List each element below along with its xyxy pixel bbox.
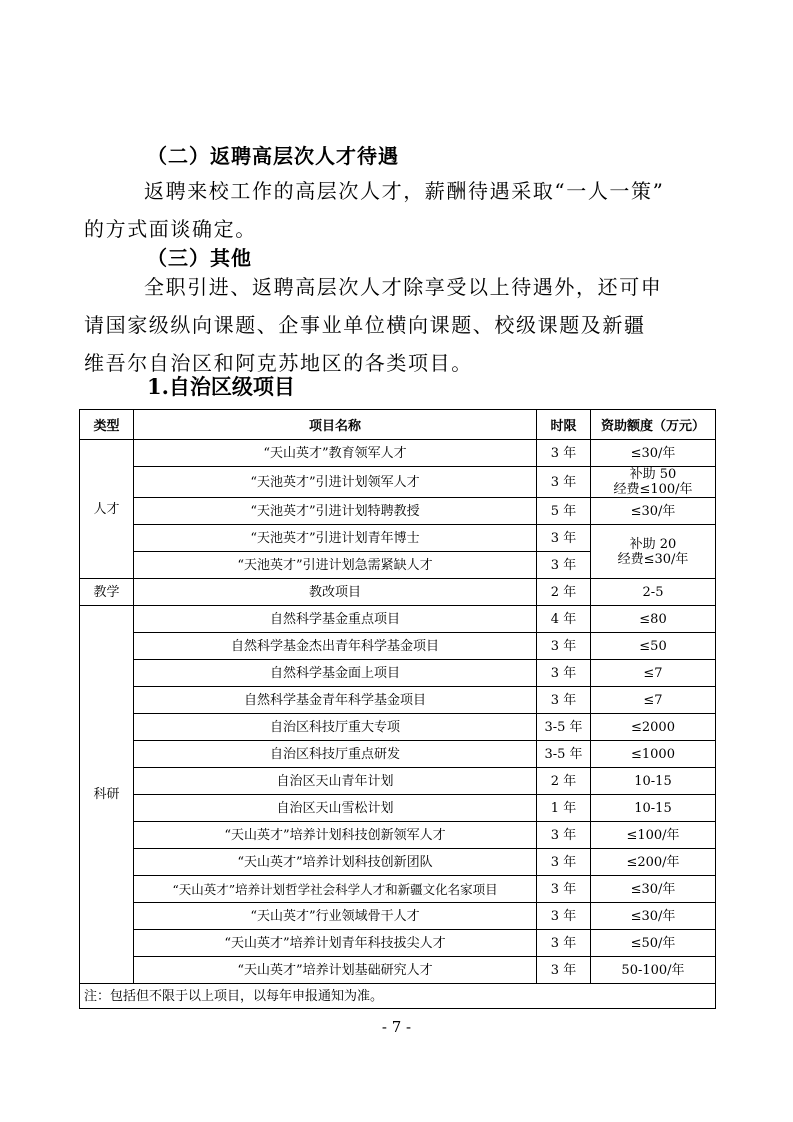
section-heading-return-talent: （二）返聘高层次人才待遇 <box>147 144 399 168</box>
header-funding: 资助额度（万元） <box>591 410 716 440</box>
table-row <box>80 687 716 714</box>
table-row <box>80 768 716 795</box>
paragraph-line: 维吾尔自治区和阿克苏地区的各类项目。 <box>84 351 473 375</box>
cell-period: 3 年 <box>537 876 591 903</box>
cell-funding <box>591 525 716 579</box>
cell-period: 3 年 <box>537 687 591 714</box>
cell-period: 3 年 <box>537 633 591 660</box>
cell-funding: ≤2000 <box>591 714 716 741</box>
paragraph-line: 全职引进、返聘高层次人才除享受以上待遇外，还可申 <box>144 275 663 299</box>
group-talent: 人才 <box>80 440 134 579</box>
group-teaching: 教学 <box>80 579 134 606</box>
cell-funding: ≤50 <box>591 633 716 660</box>
cell-period: 3 年 <box>537 467 591 498</box>
cell-name: 自治区科技厅重点研发 <box>134 741 537 768</box>
table-note-row <box>80 984 716 1009</box>
cell-name: 自治区天山青年计划 <box>134 768 537 795</box>
cell-name: “天山英才”培养计划哲学社会科学人才和新疆文化名家项目 <box>134 876 537 903</box>
cell-name: “天池英才”引进计划青年博士 <box>134 525 537 552</box>
table-row <box>80 849 716 876</box>
table-row <box>80 660 716 687</box>
funding-budget: 经费≤100/年 <box>613 482 693 497</box>
cell-funding: ≤7 <box>591 660 716 687</box>
cell-name: 教改项目 <box>134 579 537 606</box>
cell-name: “天山英才”培养计划基础研究人才 <box>134 957 537 984</box>
cell-name: 自治区天山雪松计划 <box>134 795 537 822</box>
paragraph-other <box>84 268 714 382</box>
cell-name: “天山英才”培养计划青年科技拔尖人才 <box>134 930 537 957</box>
group-research: 科研 <box>80 606 134 984</box>
regional-projects-table <box>79 409 716 1009</box>
header-project-name: 项目名称 <box>134 410 537 440</box>
table-row <box>80 498 716 525</box>
cell-funding: ≤1000 <box>591 741 716 768</box>
cell-period: 3 年 <box>537 660 591 687</box>
cell-funding: ≤30/年 <box>591 498 716 525</box>
cell-funding <box>591 467 716 498</box>
table-row <box>80 440 716 467</box>
cell-period: 3 年 <box>537 525 591 552</box>
cell-period: 3 年 <box>537 903 591 930</box>
cell-funding: ≤7 <box>591 687 716 714</box>
cell-funding: ≤200/年 <box>591 849 716 876</box>
header-type: 类型 <box>80 410 134 440</box>
table-header-row <box>80 410 716 440</box>
cell-period: 3 年 <box>537 440 591 467</box>
table-row <box>80 633 716 660</box>
cell-name: “天池英才”引进计划急需紧缺人才 <box>134 552 537 579</box>
table-row <box>80 795 716 822</box>
funding-budget: 经费≤30/年 <box>617 551 689 567</box>
table-row <box>80 957 716 984</box>
cell-name: “天池英才”引进计划特聘教授 <box>134 498 537 525</box>
cell-name: “天山英才”培养计划科技创新领军人才 <box>134 822 537 849</box>
cell-period: 5 年 <box>537 498 591 525</box>
cell-period: 2 年 <box>537 579 591 606</box>
table-row <box>80 741 716 768</box>
funding-subsidy: 补助 50 <box>629 467 677 482</box>
cell-period: 3 年 <box>537 822 591 849</box>
cell-funding: 10-15 <box>591 795 716 822</box>
cell-funding: ≤50/年 <box>591 930 716 957</box>
cell-period: 3 年 <box>537 930 591 957</box>
table-row <box>80 525 716 552</box>
cell-name: “天山英才”行业领域骨干人才 <box>134 903 537 930</box>
cell-funding: 2-5 <box>591 579 716 606</box>
cell-period: 2 年 <box>537 768 591 795</box>
cell-name: 自然科学基金青年科学基金项目 <box>134 687 537 714</box>
cell-period: 3 年 <box>537 957 591 984</box>
cell-funding: ≤80 <box>591 606 716 633</box>
cell-period: 1 年 <box>537 795 591 822</box>
cell-name: 自然科学基金杰出青年科学基金项目 <box>134 633 537 660</box>
cell-name: “天山英才”教育领军人才 <box>134 440 537 467</box>
cell-funding: 50-100/年 <box>591 957 716 984</box>
table-row <box>80 714 716 741</box>
header-period: 时限 <box>537 410 591 440</box>
table-note: 注：包括但不限于以上项目，以每年申报通知为准。 <box>80 984 716 1009</box>
section-heading-other: （三）其他 <box>147 246 252 270</box>
funding-subsidy: 补助 20 <box>629 536 677 552</box>
paragraph-line: 请国家级纵向课题、企事业单位横向课题、校级课题及新疆 <box>84 313 646 337</box>
table-row <box>80 930 716 957</box>
cell-name: 自治区科技厅重大专项 <box>134 714 537 741</box>
cell-period: 3-5 年 <box>537 741 591 768</box>
paragraph-line: 的方式面谈确定。 <box>84 217 257 241</box>
cell-name: 自然科学基金重点项目 <box>134 606 537 633</box>
paragraph-line: 返聘来校工作的高层次人才，薪酬待遇采取“一人一策” <box>144 179 665 203</box>
cell-name: “天山英才”培养计划科技创新团队 <box>134 849 537 876</box>
table-row <box>80 876 716 903</box>
cell-funding: 10-15 <box>591 768 716 795</box>
paragraph-return-talent <box>84 172 714 248</box>
cell-name: 自然科学基金面上项目 <box>134 660 537 687</box>
cell-period: 3 年 <box>537 552 591 579</box>
cell-period: 3 年 <box>537 849 591 876</box>
cell-funding: ≤30/年 <box>591 876 716 903</box>
table-row <box>80 467 716 498</box>
cell-period: 3-5 年 <box>537 714 591 741</box>
cell-name: “天池英才”引进计划领军人才 <box>134 467 537 498</box>
page-number: - 7 - <box>381 1018 412 1036</box>
table-row <box>80 822 716 849</box>
cell-funding: ≤100/年 <box>591 822 716 849</box>
cell-funding: ≤30/年 <box>591 903 716 930</box>
cell-funding: ≤30/年 <box>591 440 716 467</box>
table-row <box>80 606 716 633</box>
subsection-heading-regional-projects: 1.自治区级项目 <box>147 374 295 399</box>
table-row <box>80 903 716 930</box>
cell-period: 4 年 <box>537 606 591 633</box>
table-row <box>80 579 716 606</box>
